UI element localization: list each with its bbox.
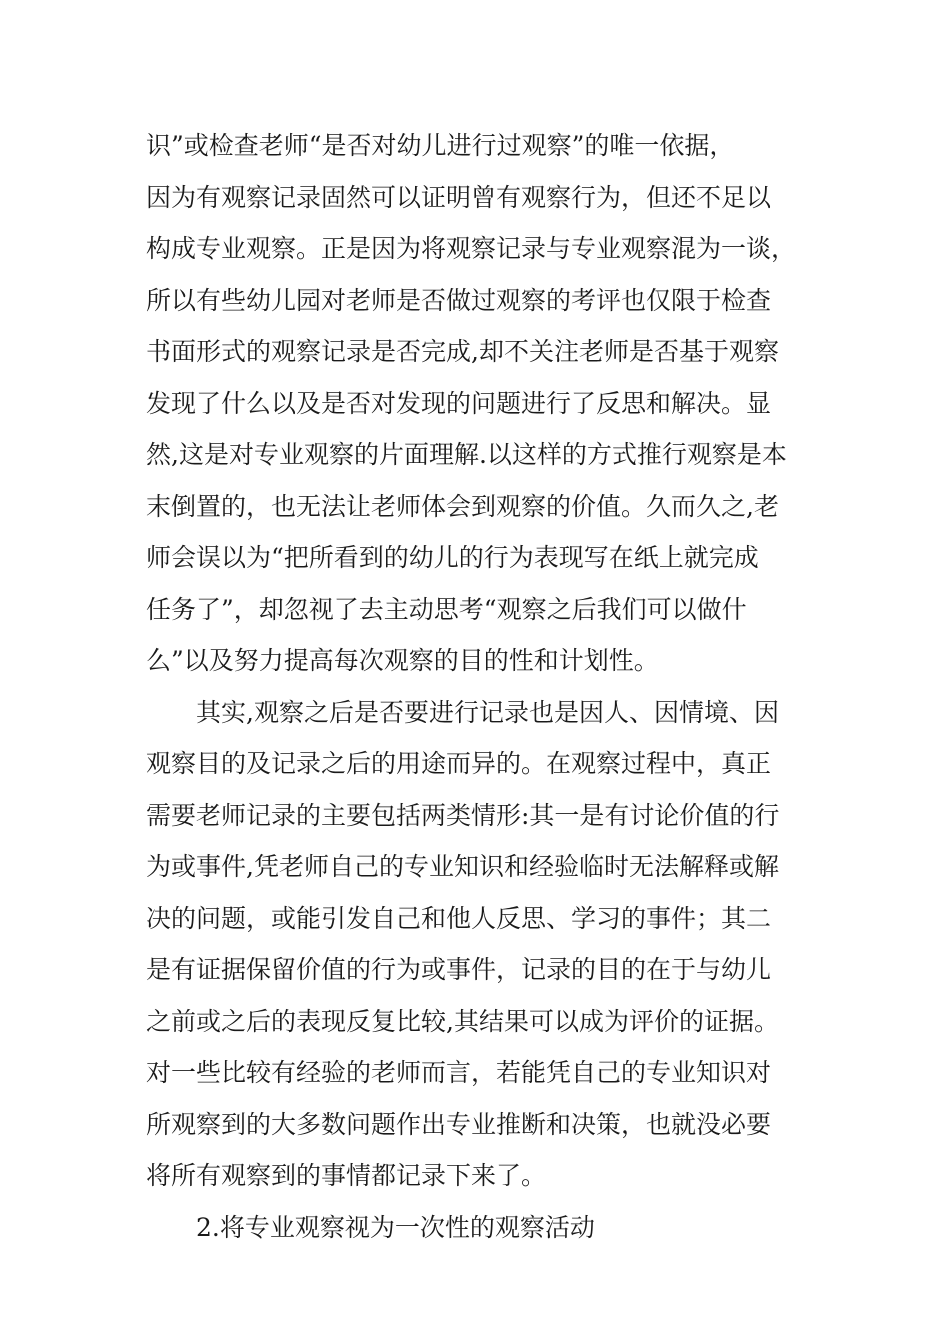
text-line: 对一些比较有经验的老师而言，若能凭自己的专业知识对 <box>146 1058 772 1087</box>
text-line: 师会误以为“把所看到的幼儿的行为表现写在纸上就完成 <box>146 543 759 572</box>
text-line: 发现了什么以及是否对发现的问题进行了反思和解决。显 <box>146 388 772 418</box>
text-line: 识”或检查老师“是否对幼儿进行过观察”的唯一依据， <box>146 131 735 160</box>
document-body <box>146 120 806 1253</box>
text-line: 书面形式的观察记录是否完成,却不关注老师是否基于观察 <box>146 337 779 366</box>
text-line: 为或事件,凭老师自己的专业知识和经验临时无法解释或解 <box>146 852 779 881</box>
text-line: 决的问题，或能引发自己和他人反思、学习的事件；其二 <box>146 903 772 933</box>
text-line: 构成专业观察。正是因为将观察记录与专业观察混为一谈， <box>146 234 797 263</box>
section-heading <box>146 1202 806 1254</box>
paragraph <box>146 120 806 687</box>
text-line: 末倒置的，也无法让老师体会到观察的价值。久而久之,老 <box>146 491 779 521</box>
heading-text: 2.将专业观察视为一次性的观察活动 <box>196 1212 595 1242</box>
text-line: 然,这是对专业观察的片面理解.以这样的方式推行观察是本 <box>146 440 787 469</box>
text-line: 是有证据保留价值的行为或事件，记录的目的在于与幼儿 <box>146 955 772 984</box>
text-line: 将所有观察到的事情都记录下来了。 <box>146 1161 547 1190</box>
text-line: 其实,观察之后是否要进行记录也是因人、因情境、因 <box>196 697 779 727</box>
text-line: 么”以及努力提高每次观察的目的性和计划性。 <box>146 646 659 675</box>
text-line: 因为有观察记录固然可以证明曾有观察行为，但还不足以 <box>146 182 772 212</box>
text-line: 之前或之后的表现反复比较,其结果可以成为评价的证据。 <box>146 1006 779 1036</box>
text-line: 所观察到的大多数问题作出专业推断和决策，也就没必要 <box>146 1109 772 1139</box>
text-line: 所以有些幼儿园对老师是否做过观察的考评也仅限于检查 <box>146 285 772 315</box>
text-line: 任务了”，却忽视了去主动思考“观察之后我们可以做什 <box>146 594 747 624</box>
paragraph <box>146 687 806 1202</box>
text-line: 需要老师记录的主要包括两类情形:其一是有讨论价值的行 <box>146 800 780 830</box>
text-line: 观察目的及记录之后的用途而异的。在观察过程中，真正 <box>146 749 772 778</box>
